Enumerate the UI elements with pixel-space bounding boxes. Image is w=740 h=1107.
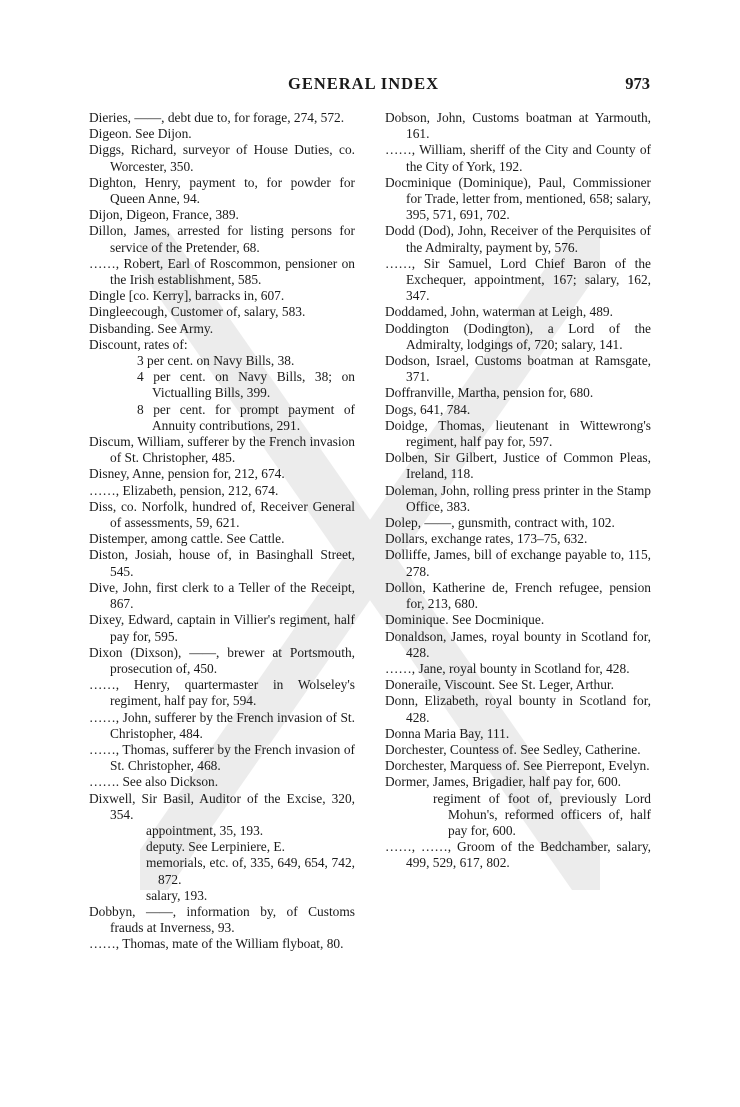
index-entry: Diggs, Richard, surveyor of House Duties, co. Worcester, 350. xyxy=(89,142,355,174)
index-entry: Dormer, James, Brigadier, half pay for, 600. xyxy=(385,774,622,790)
index-entry: Dodson, Israel, Customs boatman at Ramsgate, 371. xyxy=(385,353,651,385)
index-entry: Doidge, Thomas, lieutenant in Wittewrong's regiment, half pay for, 597. xyxy=(385,417,651,450)
index-entry: Diston, Josiah, house of, in Basinghall Street, 545. xyxy=(89,547,355,579)
index-entry: ……, Thomas, mate of the William flyboat, 80. xyxy=(89,936,344,952)
index-entry: Dorchester, Countess of. See Sedley, Catherine. xyxy=(385,741,641,757)
index-entry: Dollars, exchange rates, 173–75, 632. xyxy=(385,531,588,547)
index-entry: Doleman, John, rolling press printer in the Stamp Office, 383. xyxy=(385,482,651,514)
page-title: GENERAL INDEX xyxy=(288,74,439,93)
index-subentry: deputy. See Lerpiniere, E. xyxy=(146,839,285,855)
index-entry: Dollon, Katherine de, French refugee, pension for, 213, 680. xyxy=(385,579,651,612)
index-entry: Dive, John, first clerk to a Teller of the Receipt, 867. xyxy=(89,579,355,612)
index-entry: Dingle [co. Kerry], barracks in, 607. xyxy=(89,288,285,304)
index-entry: Doneraile, Viscount. See St. Leger, Arthur. xyxy=(385,677,614,693)
index-entry: Doddington (Dodington), a Lord of the Admiralty, lodgings of, 720; salary, 141. xyxy=(385,320,651,352)
index-entry: Discount, rates of: xyxy=(89,336,188,352)
index-entry: Dighton, Henry, payment to, for powder for Queen Anne, 94. xyxy=(89,174,355,207)
index-entry: Donn, Elizabeth, royal bounty in Scotland for, 428. xyxy=(385,693,651,725)
index-entry: ……, William, sheriff of the City and County of the City of York, 192. xyxy=(385,142,651,174)
index-entry: ……, John, sufferer by the French invasion of St. Christopher, 484. xyxy=(89,709,355,741)
index-entry: ……, Robert, Earl of Roscommon, pensioner on the Irish establishment, 585. xyxy=(89,255,355,288)
index-entry: Diss, co. Norfolk, hundred of, Receiver General of assessments, 59, 621. xyxy=(89,498,355,531)
index-subentry: memorials, etc. of, 335, 649, 654, 742, 872. xyxy=(146,855,355,887)
index-entry: ……, Jane, royal bounty in Scotland for, 428. xyxy=(385,660,630,676)
index-entry: Distemper, among cattle. See Cattle. xyxy=(89,531,285,547)
index-entry: Dingleecough, Customer of, salary, 583. xyxy=(89,304,306,320)
index-entry: Disney, Anne, pension for, 212, 674. xyxy=(89,466,285,482)
index-entry: ……, ……, Groom of the Bedchamber, salary, 499, 529, 617, 802. xyxy=(385,839,651,871)
index-entry: ……, Sir Samuel, Lord Chief Baron of the Exchequer, appointment, 167; salary, 162, 347. xyxy=(385,255,651,304)
index-entry: Docminique (Dominique), Paul, Commissioner for Trade, letter from, mentioned, 658; salary, 395, 571, 691, 702. xyxy=(385,174,651,223)
index-entry: Digeon. See Dijon. xyxy=(89,126,192,142)
index-entry: ……, Elizabeth, pension, 212, 674. xyxy=(89,482,279,498)
index-entry: Donna Maria Bay, 111. xyxy=(385,725,510,741)
index-entry: Dillon, James, arrested for listing persons for service of the Pretender, 68. xyxy=(89,223,355,255)
index-entry: Dobbyn, ——, information by, of Customs frauds at Inverness, 93. xyxy=(89,903,355,936)
index-entry: Dorchester, Marquess of. See Pierrepont, Evelyn. xyxy=(385,758,650,774)
index-entry: Dixey, Edward, captain in Villier's regiment, half pay for, 595. xyxy=(89,612,355,644)
index-entry: ……. See also Dickson. xyxy=(89,774,219,790)
index-entry: Doffranville, Martha, pension for, 680. xyxy=(385,385,594,401)
index-entry: Dolliffe, James, bill of exchange payable to, 115, 278. xyxy=(385,547,651,579)
index-entry: Dixon (Dixson), ——, brewer at Portsmouth, prosecution of, 450. xyxy=(89,644,355,676)
index-entry: Disbanding. See Army. xyxy=(89,320,214,336)
index-subentry: 4 per cent. on Navy Bills, 38; on Victualling Bills, 399. xyxy=(137,369,355,401)
index-entry: Doddamed, John, waterman at Leigh, 489. xyxy=(385,304,613,320)
index-entry: Dijon, Digeon, France, 389. xyxy=(89,207,239,223)
index-entry: Dogs, 641, 784. xyxy=(385,401,471,417)
index-entry: Dieries, ——, debt due to, for forage, 274, 572. xyxy=(89,110,345,125)
index-entry: Dodd (Dod), John, Receiver of the Perquisites of the Admiralty, payment by, 576. xyxy=(385,223,651,255)
index-subentry: regiment of foot of, previously Lord Mohun's, reformed officers of, half pay for, 600. xyxy=(433,790,651,838)
index-subentry: 3 per cent. on Navy Bills, 38. xyxy=(137,353,295,369)
index-entry: Dolben, Sir Gilbert, Justice of Common Pleas, Ireland, 118. xyxy=(385,450,651,482)
index-entry: Dominique. See Docminique. xyxy=(385,612,545,628)
right-column xyxy=(385,110,651,872)
page-header xyxy=(0,74,740,98)
index-entry: ……, Henry, quartermaster in Wolseley's regiment, half pay for, 594. xyxy=(89,677,355,709)
left-column xyxy=(89,110,355,953)
index-entry: Dobson, John, Customs boatman at Yarmouth, 161. xyxy=(385,110,651,142)
index-entry: Dixwell, Sir Basil, Auditor of the Excise, 320, 354. xyxy=(89,790,355,822)
index-entry: Discum, William, sufferer by the French invasion of St. Christopher, 485. xyxy=(89,434,355,466)
index-subentry: 8 per cent. for prompt payment of Annuity contributions, 291. xyxy=(137,401,355,433)
index-entry: Dolep, ——, gunsmith, contract with, 102. xyxy=(385,515,615,531)
index-entry: ……, Thomas, sufferer by the French invasion of St. Christopher, 468. xyxy=(89,741,355,774)
index-entry: Donaldson, James, royal bounty in Scotland for, 428. xyxy=(385,628,651,660)
index-subentry: salary, 193. xyxy=(146,887,208,903)
index-subentry: appointment, 35, 193. xyxy=(146,822,264,838)
page-number: 973 xyxy=(625,74,650,93)
